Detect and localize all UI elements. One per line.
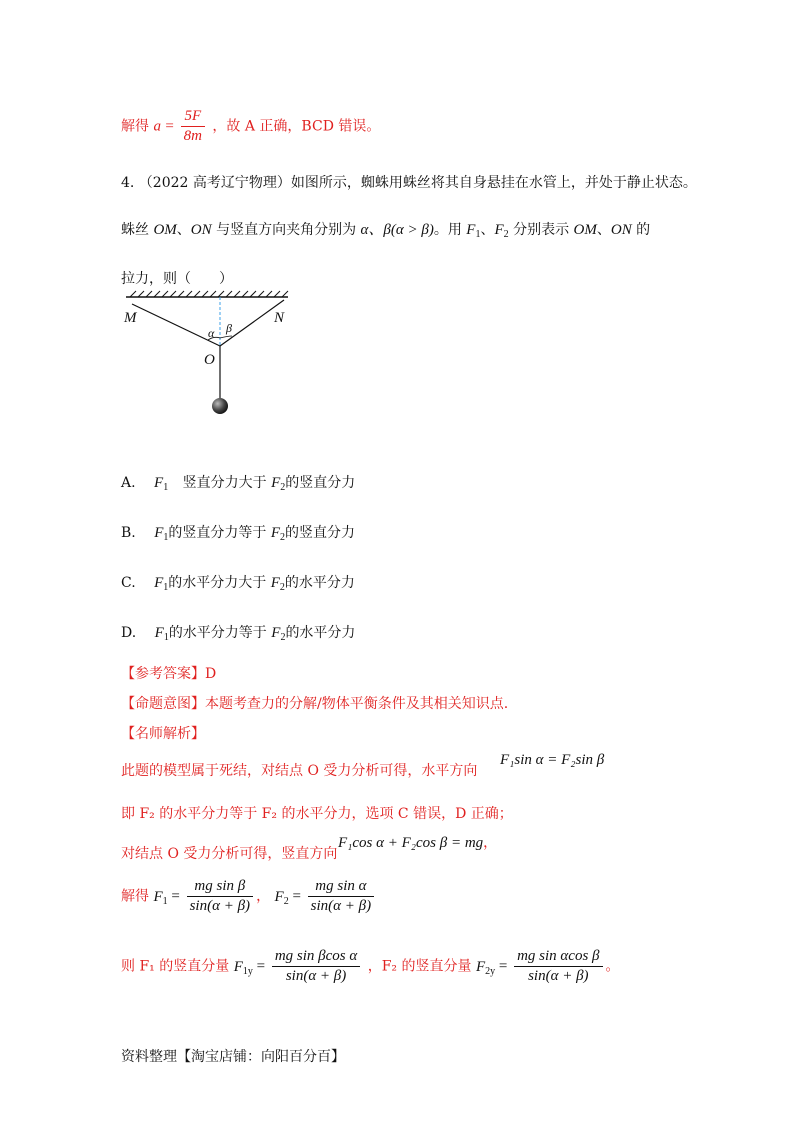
equation-horizontal: F₁sin α = F₂sin β (500, 752, 605, 768)
question-intent: 【命题意图】本题考查力的分解/物体平衡条件及其相关知识点. (121, 696, 509, 712)
label-N: N (274, 310, 285, 326)
equation-vertical: F₁cos α + F₂cos β = mg， (338, 835, 498, 851)
solve-forces-line: 解得 $F_1$ = $\frac{\text{mg sin β}}{\sin(\alpha + \beta)}$ ， $F_2$ = $\frac{\text{mg sin α}}{\sin(\alpha + \beta)}$ (121, 878, 377, 915)
top-solution: 解得 a = $\frac{5F}{8m}$ ，故 A 正确，BCD 错误。 (121, 108, 381, 144)
fraction-F2: $\frac{\text{mg sin α}}{\sin(\alpha + \beta)}$ (308, 878, 374, 915)
analysis-label: 【名师解析】 (121, 726, 205, 742)
label-M: M (124, 310, 137, 326)
fraction-F2y: $\frac{\text{mg sin αcos β}}{\sin(\alpha + \beta)}$ (514, 948, 602, 985)
fraction-5F-8m: $\frac{5F}{8m}$ (181, 108, 205, 145)
footer-note: 资料整理【淘宝店铺：向阳百分百】 (121, 1049, 345, 1065)
fraction-F1y: $\frac{\text{mg sin βcos α}}{\sin(\alpha + \beta)}$ (272, 948, 360, 985)
question-line-1: 4. （2022 高考辽宁物理）如图所示，蜘蛛用蛛丝将其自身悬挂在水管上，并处于静止状态。 (121, 175, 697, 191)
question-line-3: 拉力，则（ ） (121, 271, 233, 287)
analysis-line-1: 此题的模型属于死结，对结点 O 受力分析可得，水平方向 (121, 763, 478, 779)
analysis-line-3: 对结点 O 受力分析可得，竖直方向 (121, 846, 338, 862)
analysis-line-2: 即 F₂ 的水平分力等于 F₂ 的水平分力，选项 C 错误，D 正确； (121, 806, 513, 822)
spider-figure (118, 290, 298, 420)
thread-OM (132, 304, 220, 346)
label-O: O (204, 352, 215, 368)
solve-label: 解得 (121, 118, 149, 135)
reference-answer: 【参考答案】D (121, 666, 217, 682)
spider-ball (212, 398, 228, 414)
option-B[interactable]: B. $F_1$的竖直分力等于 $F_2$的竖直分力 (121, 525, 355, 543)
option-D[interactable]: D. $F_1$的水平分力等于 $F_2$的水平分力 (121, 625, 356, 643)
fraction-F1: $\frac{\text{mg sin β}}{\sin(\alpha + \beta)}$ (187, 878, 253, 915)
label-beta: β (226, 321, 232, 335)
question-line-2: 蛛丝 OM、ON 与竖直方向夹角分别为 α、β(α > β)。用 $F_1$、$F_2$ 分别表示 OM、ON 的 (121, 222, 651, 240)
vertical-components-line: 则 F₁ 的竖直分量 $F_{1y}$ = $\frac{\text{mg sin βcos α}}{\sin(\alpha + \beta)}$ ，F₂ 的竖直分量 $F_{2y}$ = $\frac{\text{mg sin αcos β}}{\sin(\alpha + \beta)}$ 。 (121, 948, 620, 984)
option-A[interactable]: A. $F_1$ 竖直分力大于 $F_2$的竖直分力 (121, 475, 356, 493)
conclusion-text: ，故 A 正确，BCD 错误。 (212, 118, 381, 135)
label-alpha: α (208, 326, 215, 340)
lhs-a: a (153, 118, 161, 135)
angles-expression: α、β(α > β) (360, 222, 434, 238)
option-C[interactable]: C. $F_1$的水平分力大于 $F_2$的水平分力 (121, 575, 355, 593)
